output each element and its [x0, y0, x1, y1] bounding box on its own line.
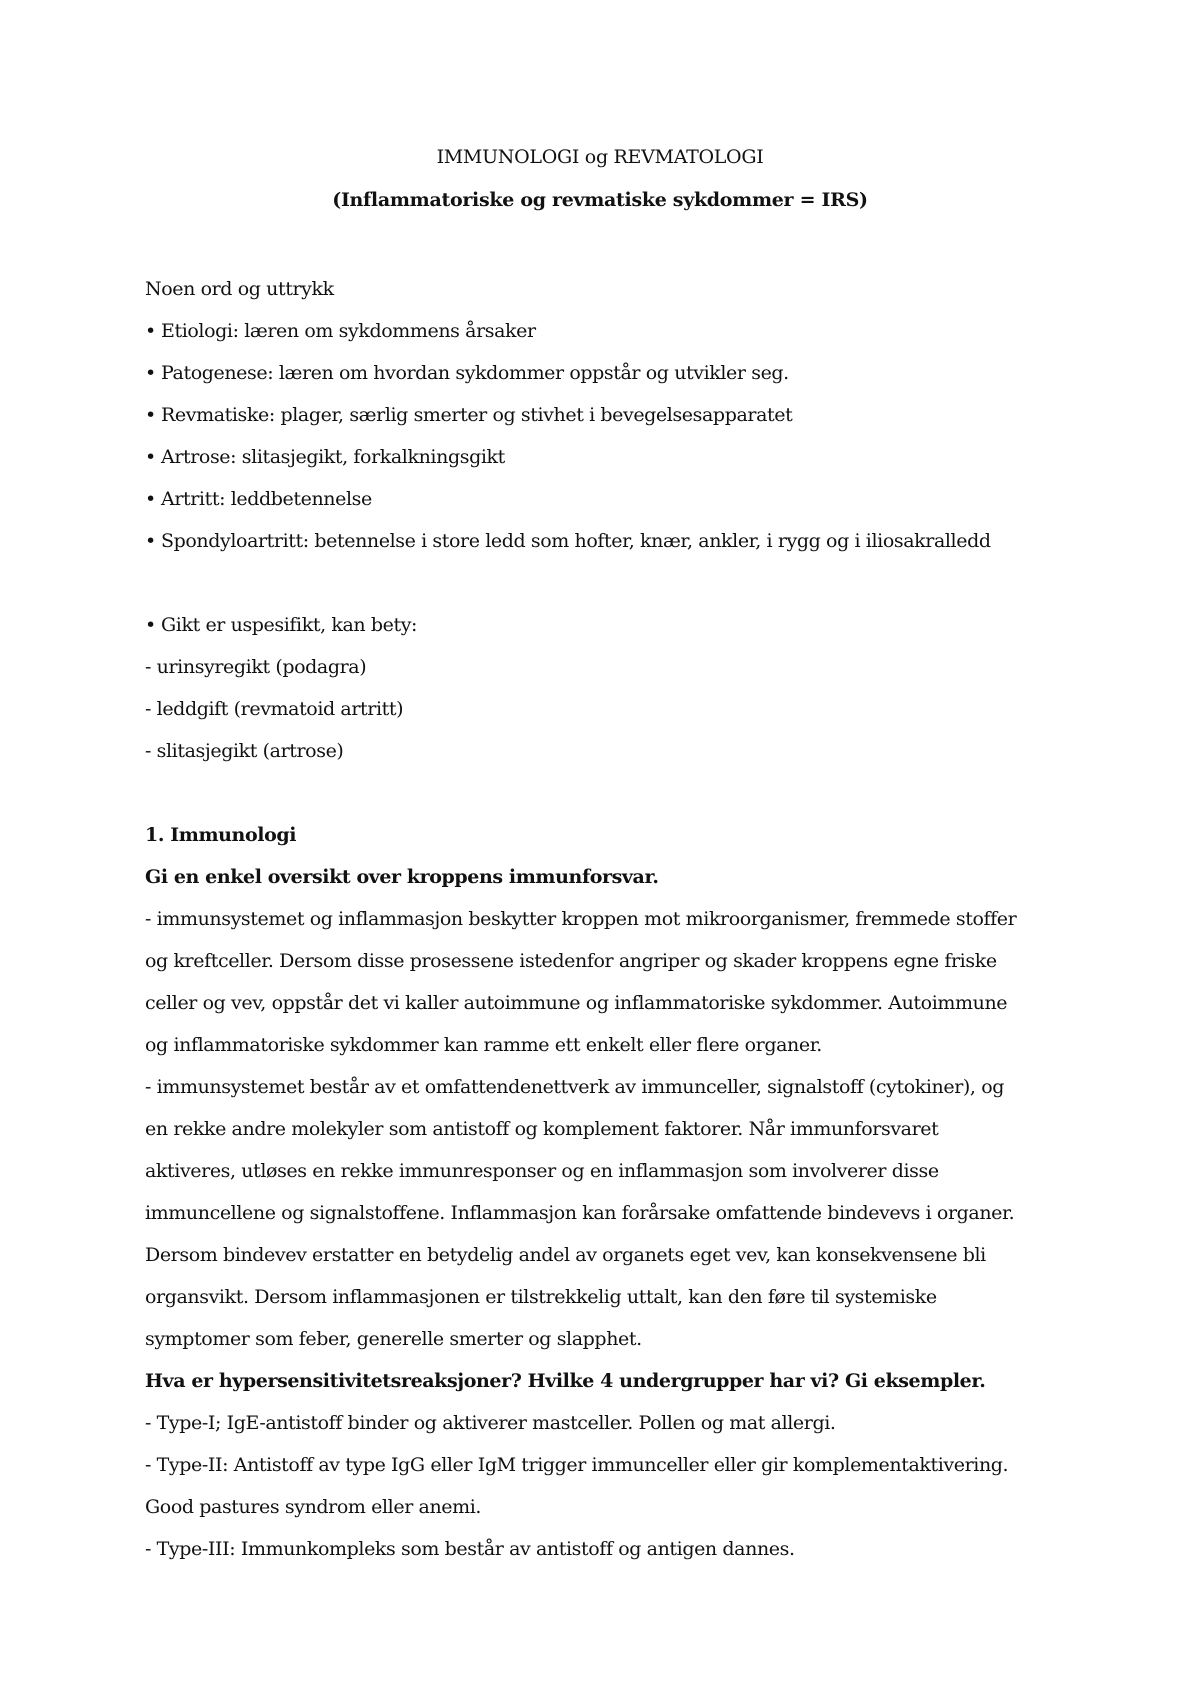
section-heading: 1. Immunologi — [145, 824, 297, 846]
term-item — [145, 436, 1075, 478]
spacer — [145, 562, 1075, 604]
gikt-item: - leddgift (revmatoid artritt) — [145, 698, 404, 720]
answer-line: - Type-II: Antistoff av type IgG eller IgM trigger immunceller eller gir komplementaktivering. — [145, 1454, 1009, 1476]
intro-heading: Noen ord og uttrykk — [145, 278, 334, 300]
answer-line: og kreftceller. Dersom disse prosessene istedenfor angriper og skader kroppens egne friske — [145, 950, 997, 972]
term-item — [145, 394, 1075, 436]
answer-line: - Type-III: Immunkompleks som består av antistoff og antigen dannes. — [145, 1538, 795, 1560]
bullet-icon: • — [145, 404, 156, 426]
answer-line: - immunsystemet og inflammasjon beskytter kroppen mot mikroorganismer, fremmede stoffer — [145, 908, 1017, 930]
term-text: Artritt: leddbetennelse — [161, 488, 372, 510]
document-title: IMMUNOLOGI og REVMATOLOGI — [436, 146, 764, 168]
term-text: Spondyloartritt: betennelse i store ledd som hofter, knær, ankler, i rygg og i iliosakralledd — [161, 530, 991, 552]
term-text: Artrose: slitasjegikt, forkalkningsgikt — [161, 446, 505, 468]
answer-line: immuncellene og signalstoffene. Inflammasjon kan forårsake omfattende bindevevs i organer. — [145, 1202, 1015, 1224]
term-item — [145, 352, 1075, 394]
question-heading: Gi en enkel oversikt over kroppens immunforsvar. — [145, 866, 659, 888]
term-text: Etiologi: læren om sykdommens årsaker — [161, 320, 536, 342]
answer-line: Dersom bindevev erstatter en betydelig andel av organets eget vev, kan konsekvensene bli — [145, 1244, 986, 1266]
answer-line: en rekke andre molekyler som antistoff og komplement faktorer. Når immunforsvaret — [145, 1118, 939, 1140]
bullet-icon: • — [145, 614, 156, 636]
term-text: Patogenese: læren om hvordan sykdommer oppstår og utvikler seg. — [161, 362, 789, 384]
term-item — [145, 310, 1075, 352]
spacer — [145, 772, 1075, 814]
answer-line: og inflammatoriske sykdommer kan ramme ett enkelt eller flere organer. — [145, 1034, 822, 1056]
gikt-item: - urinsyregikt (podagra) — [145, 656, 367, 678]
bullet-icon: • — [145, 320, 156, 342]
answer-line: symptomer som feber, generelle smerter og slapphet. — [145, 1328, 642, 1350]
answer-line: - Type-I; IgE-antistoff binder og aktiverer mastceller. Pollen og mat allergi. — [145, 1412, 836, 1434]
question-heading: Hva er hypersensitivitetsreaksjoner? Hvilke 4 undergrupper har vi? Gi eksempler. — [145, 1370, 986, 1392]
term-item — [145, 520, 1075, 562]
gikt-heading-text: Gikt er uspesifikt, kan bety: — [161, 614, 418, 636]
term-text: Revmatiske: plager, særlig smerter og stivhet i bevegelsesapparatet — [161, 404, 793, 426]
document-subtitle: (Inflammatoriske og revmatiske sykdommer = IRS) — [332, 189, 868, 211]
bullet-icon: • — [145, 488, 156, 510]
answer-line: organsvikt. Dersom inflammasjonen er tilstrekkelig uttalt, kan den føre til systemiske — [145, 1286, 937, 1308]
answer-line: - immunsystemet består av et omfattendenettverk av immunceller, signalstoff (cytokiner), og — [145, 1076, 1005, 1098]
term-item — [145, 478, 1075, 520]
answer-line: aktiveres, utløses en rekke immunresponser og en inflammasjon som involverer disse — [145, 1160, 939, 1182]
document-body — [145, 268, 1075, 1570]
answer-line: celler og vev, oppstår det vi kaller autoimmune og inflammatoriske sykdommer. Autoimmune — [145, 992, 1008, 1014]
bullet-icon: • — [145, 530, 156, 552]
answer-line: Good pastures syndrom eller anemi. — [145, 1496, 482, 1518]
bullet-icon: • — [145, 362, 156, 384]
gikt-heading — [145, 604, 1075, 646]
gikt-item: - slitasjegikt (artrose) — [145, 740, 344, 762]
bullet-icon: • — [145, 446, 156, 468]
